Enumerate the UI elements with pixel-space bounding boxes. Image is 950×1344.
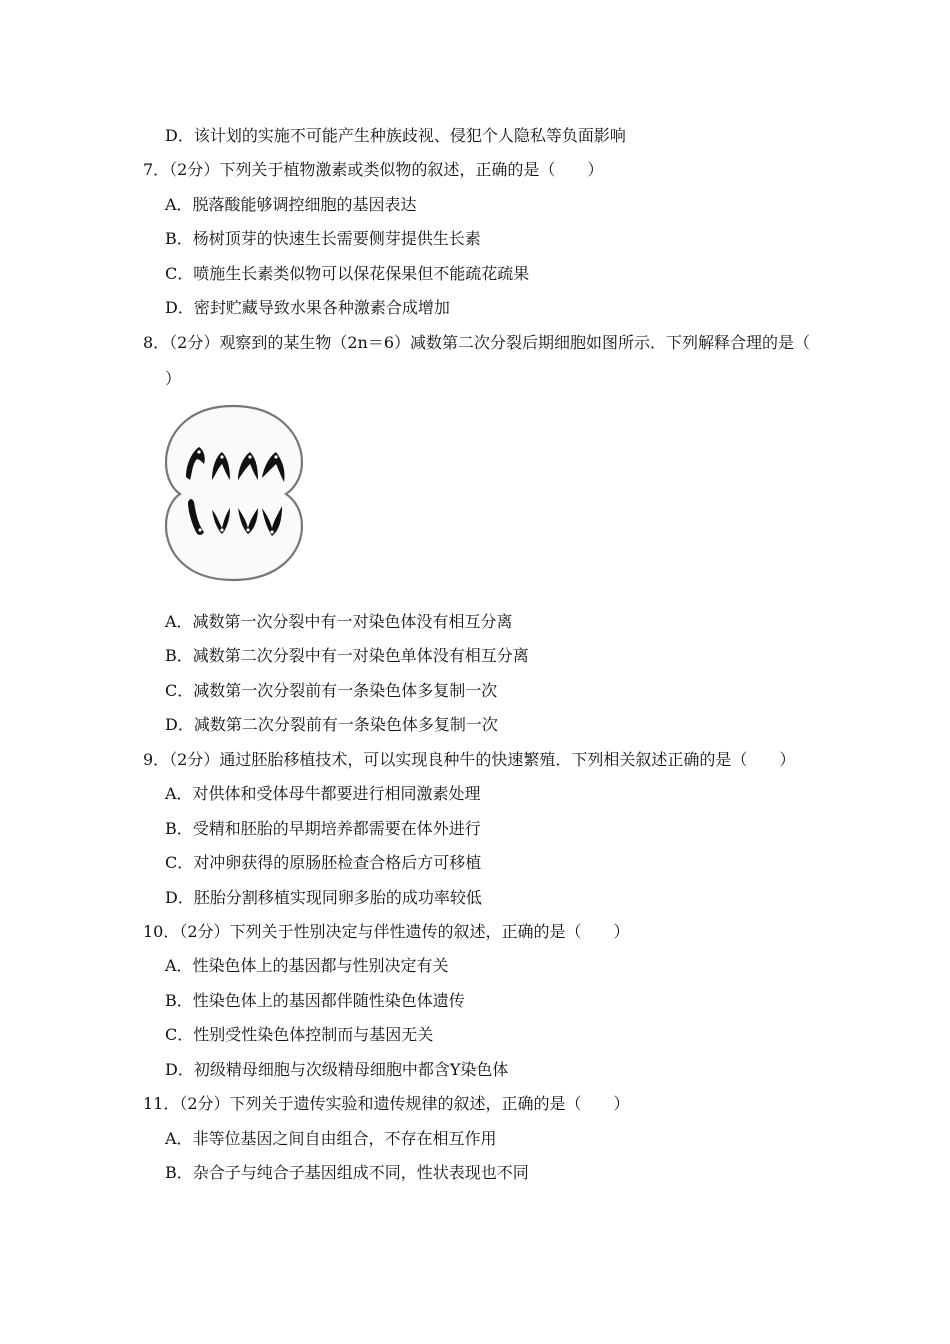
q7-stem: 7．（2分）下列关于植物激素或类似物的叙述，正确的是（ ） [143,160,604,179]
q9-option-b: B．受精和胚胎的早期培养都需要在体外进行 [165,819,481,838]
q6-option-d: D．该计划的实施不可能产生种族歧视、侵犯个人隐私等负面影响 [165,126,626,145]
cell-membrane [166,406,302,580]
q8-option-d: D．减数第二次分裂前有一条染色体多复制一次 [165,715,498,734]
q10-option-c: C．性别受性染色体控制而与基因无关 [165,1025,434,1044]
q7-option-d: D．密封贮藏导致水果各种激素合成增加 [165,298,450,317]
q9-option-a: A．对供体和受体母牛都要进行相同激素处理 [165,784,481,803]
q10-stem: 10．（2分）下列关于性别决定与伴性遗传的叙述，正确的是（ ） [143,922,630,941]
cell-division-figure [162,402,304,584]
q10-option-a: A．性染色体上的基因都与性别决定有关 [165,956,449,975]
q10-option-b: B．性染色体上的基因都伴随性染色体遗传 [165,991,465,1010]
q8-option-c: C．减数第一次分裂前有一条染色体多复制一次 [165,681,498,700]
q9-option-c: C．对冲卵获得的原肠胚检查合格后方可移植 [165,853,482,872]
q11-option-b: B．杂合子与纯合子基因组成不同，性状表现也不同 [165,1163,529,1182]
q7-option-a: A．脱落酸能够调控细胞的基因表达 [165,195,417,214]
q11-option-a: A．非等位基因之间自由组合，不存在相互作用 [165,1129,497,1148]
q8-stem: 8．（2分）观察到的某生物（2n＝6）减数第二次分裂后期细胞如图所示．下列解释合理的是（ [143,333,811,352]
q7-option-b: B．杨树顶芽的快速生长需要侧芽提供生长素 [165,229,481,248]
q10-option-d: D．初级精母细胞与次级精母细胞中都含Y染色体 [165,1060,509,1079]
q7-option-c: C．喷施生长素类似物可以保花保果但不能疏花疏果 [165,264,530,283]
q11-stem: 11．（2分）下列关于遗传实验和遗传规律的叙述，正确的是（ ） [143,1094,630,1113]
anaphase-cell-diagram [162,402,304,584]
q8-stem-continuation: ） [165,369,182,388]
q8-option-b: B．减数第二次分裂中有一对染色单体没有相互分离 [165,646,529,665]
q9-stem: 9．（2分）通过胚胎移植技术，可以实现良种牛的快速繁殖．下列相关叙述正确的是（ ） [143,750,796,769]
q8-option-a: A．减数第一次分裂中有一对染色体没有相互分离 [165,612,513,631]
q9-option-d: D．胚胎分割移植实现同卵多胎的成功率较低 [165,888,482,907]
